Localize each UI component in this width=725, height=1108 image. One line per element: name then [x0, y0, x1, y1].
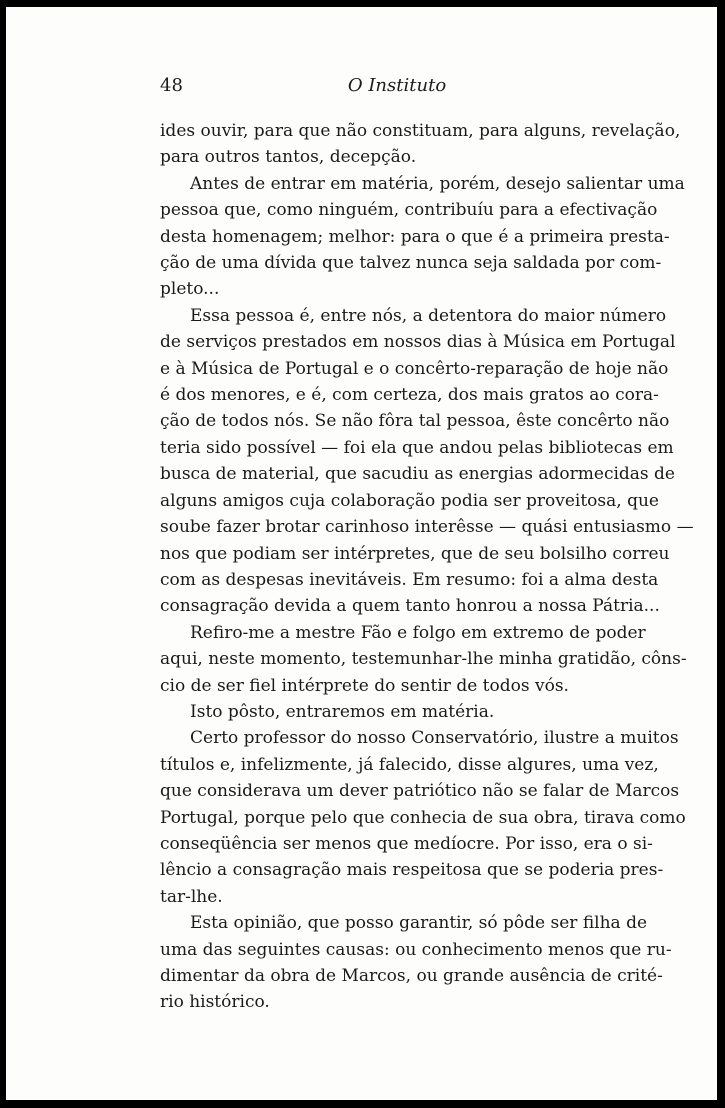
- text-line: Certo professor do nosso Conservatório, ilustre a muitos: [190, 728, 679, 749]
- text-line: busca de material, que sacudiu as energias adormecidas de: [160, 464, 675, 485]
- text-line: Antes de entrar em matéria, porém, desejo salientar uma: [190, 173, 685, 194]
- paragraph: [160, 620, 687, 699]
- text-line: lêncio a consagração mais respeitosa que se poderia pres-: [160, 860, 664, 881]
- text-line: ção de todos nós. Se não fôra tal pessoa, êste concêrto não: [160, 411, 670, 432]
- text-line: Esta opinião, que posso garantir, só pôde ser filha de: [190, 913, 648, 934]
- text-line: desta homenagem; melhor: para o que é a primeira presta-: [160, 226, 670, 247]
- text-line: conseqüência ser menos que medíocre. Por isso, era o si-: [160, 833, 653, 854]
- running-title: O Instituto: [347, 75, 447, 96]
- text-line: pessoa que, como ninguém, contribuíu para a efectivação: [160, 200, 658, 221]
- text-line: Portugal, porque pelo que conhecia de sua obra, tirava como: [160, 807, 686, 828]
- text-line: nos que podiam ser intérpretes, que de seu bolsilho correu: [160, 543, 670, 564]
- text-line: Refiro-me a mestre Fão e folgo em extremo de poder: [190, 622, 646, 643]
- text-line: Essa pessoa é, entre nós, a detentora do maior número: [190, 305, 667, 326]
- text-line: Isto pôsto, entraremos em matéria.: [190, 701, 495, 722]
- book-page: [6, 7, 717, 1100]
- text-line: títulos e, infelizmente, já falecido, disse algures, uma vez,: [160, 754, 659, 775]
- text-line: consagração devida a quem tanto honrou a nossa Pátria...: [160, 596, 660, 617]
- text-line: pleto...: [160, 279, 220, 300]
- text-line: ides ouvir, para que não constituam, para alguns, revelação,: [160, 121, 681, 141]
- text-line: cio de ser fiel intérprete do sentir de todos vós.: [160, 675, 569, 696]
- text-line: soube fazer brotar carinhoso interêsse — quási entusiasmo —: [160, 517, 694, 538]
- text-line: alguns amigos cuja colaboração podia ser proveitosa, que: [160, 490, 659, 511]
- text-line: para outros tantos, decepção.: [160, 147, 417, 168]
- text-line: e à Música de Portugal e o concêrto-reparação de hoje não: [160, 358, 669, 379]
- page-number: 48: [160, 75, 183, 96]
- text-line: dimentar da obra de Marcos, ou grande ausência de crité-: [160, 966, 663, 986]
- text-line: que considerava um dever patriótico não se falar de Marcos: [160, 781, 680, 802]
- text-line: ção de uma dívida que talvez nunca seja saldada por com-: [160, 253, 662, 274]
- text-line: tar-lhe.: [160, 886, 223, 907]
- text-line: de serviços prestados em nossos dias à Música em Portugal: [160, 332, 676, 353]
- paragraph: [160, 699, 635, 725]
- paragraph: [160, 725, 686, 910]
- text-line: uma das seguintes causas: ou conhecimento menos que ru-: [160, 939, 672, 960]
- text-line: com as despesas inevitáveis. Em resumo: foi a alma desta: [160, 569, 659, 590]
- paragraph: [160, 303, 694, 620]
- paragraph: [160, 910, 672, 1016]
- body-text: [160, 118, 694, 1016]
- page-header: [160, 75, 634, 105]
- paragraph: [160, 118, 681, 171]
- paragraph: [160, 171, 685, 303]
- text-line: é dos menores, e é, com certeza, dos mais gratos ao cora-: [160, 385, 659, 406]
- text-line: rio histórico.: [160, 992, 270, 1013]
- text-line: aqui, neste momento, testemunhar-lhe minha gratidão, côns-: [160, 649, 687, 670]
- text-line: teria sido possível — foi ela que andou pelas bibliotecas em: [160, 437, 674, 458]
